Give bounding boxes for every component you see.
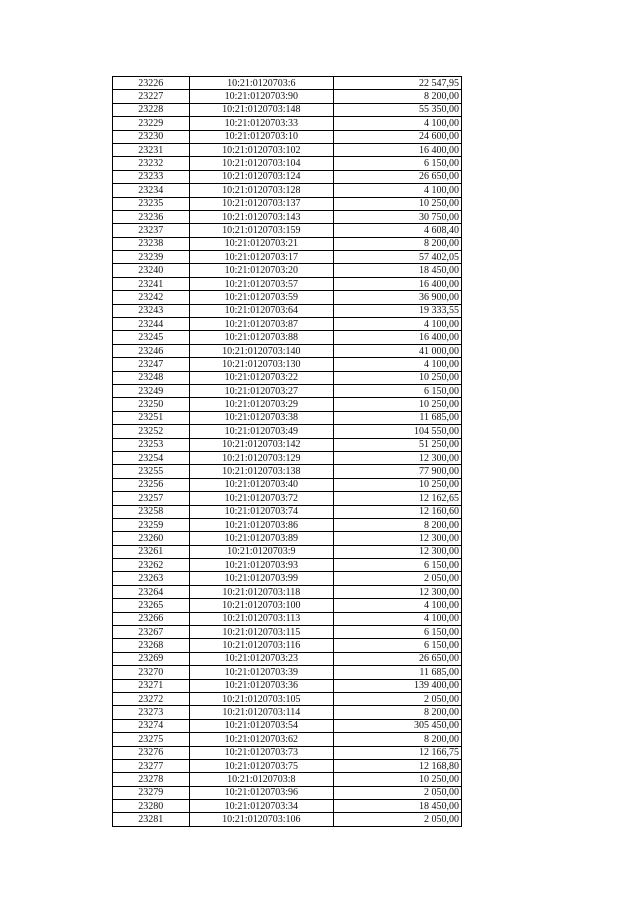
amount-cell: 16 400,00 xyxy=(334,331,462,344)
table-row xyxy=(113,759,462,772)
table-row xyxy=(113,277,462,290)
cadastral-number-cell: 10:21:0120703:86 xyxy=(189,518,334,531)
cadastral-number-cell: 10:21:0120703:96 xyxy=(189,786,334,799)
cadastral-number-cell: 10:21:0120703:124 xyxy=(189,170,334,183)
row-number-cell: 23241 xyxy=(113,277,190,290)
amount-cell: 6 150,00 xyxy=(334,626,462,639)
cadastral-number-cell: 10:21:0120703:90 xyxy=(189,90,334,103)
cadastral-number-cell: 10:21:0120703:140 xyxy=(189,344,334,357)
row-number-cell: 23238 xyxy=(113,237,190,250)
cadastral-number-cell: 10:21:0120703:33 xyxy=(189,117,334,130)
amount-cell: 10 250,00 xyxy=(334,773,462,786)
row-number-cell: 23280 xyxy=(113,800,190,813)
table-row xyxy=(113,706,462,719)
cadastral-number-cell: 10:21:0120703:129 xyxy=(189,451,334,464)
amount-cell: 12 160,60 xyxy=(334,505,462,518)
amount-cell: 57 402,05 xyxy=(334,251,462,264)
row-number-cell: 23242 xyxy=(113,291,190,304)
data-table xyxy=(112,76,462,827)
amount-cell: 19 333,55 xyxy=(334,304,462,317)
amount-cell: 11 685,00 xyxy=(334,411,462,424)
cadastral-number-cell: 10:21:0120703:9 xyxy=(189,545,334,558)
amount-cell: 10 250,00 xyxy=(334,371,462,384)
cadastral-number-cell: 10:21:0120703:148 xyxy=(189,103,334,116)
table-row xyxy=(113,492,462,505)
row-number-cell: 23253 xyxy=(113,438,190,451)
row-number-cell: 23261 xyxy=(113,545,190,558)
cadastral-number-cell: 10:21:0120703:22 xyxy=(189,371,334,384)
cadastral-number-cell: 10:21:0120703:143 xyxy=(189,210,334,223)
table-row xyxy=(113,652,462,665)
cadastral-number-cell: 10:21:0120703:10 xyxy=(189,130,334,143)
amount-cell: 12 300,00 xyxy=(334,532,462,545)
row-number-cell: 23258 xyxy=(113,505,190,518)
cadastral-number-cell: 10:21:0120703:93 xyxy=(189,559,334,572)
row-number-cell: 23270 xyxy=(113,666,190,679)
amount-cell: 22 547,95 xyxy=(334,77,462,90)
table-row xyxy=(113,639,462,652)
cadastral-number-cell: 10:21:0120703:38 xyxy=(189,411,334,424)
row-number-cell: 23260 xyxy=(113,532,190,545)
table-row xyxy=(113,518,462,531)
amount-cell: 55 350,00 xyxy=(334,103,462,116)
amount-cell: 41 000,00 xyxy=(334,344,462,357)
row-number-cell: 23281 xyxy=(113,813,190,826)
table-row xyxy=(113,344,462,357)
amount-cell: 26 650,00 xyxy=(334,170,462,183)
cadastral-number-cell: 10:21:0120703:62 xyxy=(189,733,334,746)
table-row xyxy=(113,813,462,826)
row-number-cell: 23233 xyxy=(113,170,190,183)
cadastral-number-cell: 10:21:0120703:115 xyxy=(189,626,334,639)
table-row xyxy=(113,679,462,692)
amount-cell: 77 900,00 xyxy=(334,465,462,478)
table-row xyxy=(113,304,462,317)
table-row xyxy=(113,90,462,103)
amount-cell: 26 650,00 xyxy=(334,652,462,665)
table-row xyxy=(113,733,462,746)
row-number-cell: 23230 xyxy=(113,130,190,143)
cadastral-number-cell: 10:21:0120703:27 xyxy=(189,384,334,397)
table-row xyxy=(113,318,462,331)
row-number-cell: 23279 xyxy=(113,786,190,799)
row-number-cell: 23269 xyxy=(113,652,190,665)
cadastral-number-cell: 10:21:0120703:159 xyxy=(189,224,334,237)
table-body xyxy=(113,77,462,827)
row-number-cell: 23272 xyxy=(113,692,190,705)
amount-cell: 24 600,00 xyxy=(334,130,462,143)
amount-cell: 10 250,00 xyxy=(334,398,462,411)
row-number-cell: 23256 xyxy=(113,478,190,491)
table-row xyxy=(113,157,462,170)
table-row xyxy=(113,773,462,786)
table-row xyxy=(113,786,462,799)
table-row xyxy=(113,719,462,732)
row-number-cell: 23229 xyxy=(113,117,190,130)
amount-cell: 51 250,00 xyxy=(334,438,462,451)
table-row xyxy=(113,117,462,130)
row-number-cell: 23226 xyxy=(113,77,190,90)
row-number-cell: 23243 xyxy=(113,304,190,317)
cadastral-number-cell: 10:21:0120703:130 xyxy=(189,358,334,371)
row-number-cell: 23274 xyxy=(113,719,190,732)
table-row xyxy=(113,130,462,143)
table-row xyxy=(113,559,462,572)
amount-cell: 18 450,00 xyxy=(334,264,462,277)
cadastral-number-cell: 10:21:0120703:75 xyxy=(189,759,334,772)
table-row xyxy=(113,425,462,438)
amount-cell: 8 200,00 xyxy=(334,706,462,719)
table-row xyxy=(113,251,462,264)
row-number-cell: 23237 xyxy=(113,224,190,237)
table-row xyxy=(113,746,462,759)
table-row xyxy=(113,411,462,424)
row-number-cell: 23266 xyxy=(113,612,190,625)
amount-cell: 2 050,00 xyxy=(334,692,462,705)
amount-cell: 8 200,00 xyxy=(334,518,462,531)
cadastral-number-cell: 10:21:0120703:54 xyxy=(189,719,334,732)
amount-cell: 12 300,00 xyxy=(334,585,462,598)
table-row xyxy=(113,451,462,464)
cadastral-number-cell: 10:21:0120703:36 xyxy=(189,679,334,692)
amount-cell: 18 450,00 xyxy=(334,800,462,813)
cadastral-number-cell: 10:21:0120703:74 xyxy=(189,505,334,518)
row-number-cell: 23231 xyxy=(113,143,190,156)
amount-cell: 12 300,00 xyxy=(334,545,462,558)
table-row xyxy=(113,599,462,612)
row-number-cell: 23275 xyxy=(113,733,190,746)
row-number-cell: 23268 xyxy=(113,639,190,652)
row-number-cell: 23263 xyxy=(113,572,190,585)
table-row xyxy=(113,224,462,237)
row-number-cell: 23257 xyxy=(113,492,190,505)
table-row xyxy=(113,103,462,116)
amount-cell: 2 050,00 xyxy=(334,572,462,585)
cadastral-number-cell: 10:21:0120703:20 xyxy=(189,264,334,277)
row-number-cell: 23278 xyxy=(113,773,190,786)
amount-cell: 16 400,00 xyxy=(334,277,462,290)
cadastral-number-cell: 10:21:0120703:87 xyxy=(189,318,334,331)
table-row xyxy=(113,505,462,518)
row-number-cell: 23255 xyxy=(113,465,190,478)
cadastral-number-cell: 10:21:0120703:34 xyxy=(189,800,334,813)
cadastral-number-cell: 10:21:0120703:106 xyxy=(189,813,334,826)
cadastral-number-cell: 10:21:0120703:104 xyxy=(189,157,334,170)
amount-cell: 6 150,00 xyxy=(334,559,462,572)
table-row xyxy=(113,666,462,679)
row-number-cell: 23246 xyxy=(113,344,190,357)
row-number-cell: 23273 xyxy=(113,706,190,719)
table-row xyxy=(113,358,462,371)
row-number-cell: 23259 xyxy=(113,518,190,531)
table-row xyxy=(113,438,462,451)
amount-cell: 305 450,00 xyxy=(334,719,462,732)
amount-cell: 8 200,00 xyxy=(334,90,462,103)
cadastral-number-cell: 10:21:0120703:39 xyxy=(189,666,334,679)
row-number-cell: 23254 xyxy=(113,451,190,464)
cadastral-number-cell: 10:21:0120703:118 xyxy=(189,585,334,598)
amount-cell: 139 400,00 xyxy=(334,679,462,692)
cadastral-number-cell: 10:21:0120703:116 xyxy=(189,639,334,652)
row-number-cell: 23264 xyxy=(113,585,190,598)
row-number-cell: 23232 xyxy=(113,157,190,170)
cadastral-number-cell: 10:21:0120703:100 xyxy=(189,599,334,612)
amount-cell: 4 100,00 xyxy=(334,184,462,197)
amount-cell: 4 100,00 xyxy=(334,117,462,130)
table-row xyxy=(113,572,462,585)
table-row xyxy=(113,478,462,491)
table-row xyxy=(113,465,462,478)
table-row xyxy=(113,291,462,304)
row-number-cell: 23236 xyxy=(113,210,190,223)
row-number-cell: 23265 xyxy=(113,599,190,612)
cadastral-number-cell: 10:21:0120703:73 xyxy=(189,746,334,759)
table-row xyxy=(113,170,462,183)
cadastral-number-cell: 10:21:0120703:17 xyxy=(189,251,334,264)
row-number-cell: 23247 xyxy=(113,358,190,371)
table-row xyxy=(113,197,462,210)
cadastral-number-cell: 10:21:0120703:89 xyxy=(189,532,334,545)
amount-cell: 36 900,00 xyxy=(334,291,462,304)
amount-cell: 10 250,00 xyxy=(334,197,462,210)
cadastral-number-cell: 10:21:0120703:72 xyxy=(189,492,334,505)
cadastral-number-cell: 10:21:0120703:64 xyxy=(189,304,334,317)
cadastral-number-cell: 10:21:0120703:23 xyxy=(189,652,334,665)
row-number-cell: 23251 xyxy=(113,411,190,424)
amount-cell: 2 050,00 xyxy=(334,786,462,799)
table-row xyxy=(113,612,462,625)
cadastral-number-cell: 10:21:0120703:99 xyxy=(189,572,334,585)
table-row xyxy=(113,545,462,558)
cadastral-number-cell: 10:21:0120703:128 xyxy=(189,184,334,197)
amount-cell: 6 150,00 xyxy=(334,157,462,170)
amount-cell: 16 400,00 xyxy=(334,143,462,156)
cadastral-number-cell: 10:21:0120703:6 xyxy=(189,77,334,90)
table-row xyxy=(113,626,462,639)
amount-cell: 4 100,00 xyxy=(334,599,462,612)
amount-cell: 8 200,00 xyxy=(334,733,462,746)
row-number-cell: 23252 xyxy=(113,425,190,438)
amount-cell: 4 100,00 xyxy=(334,318,462,331)
table-row xyxy=(113,77,462,90)
row-number-cell: 23262 xyxy=(113,559,190,572)
amount-cell: 10 250,00 xyxy=(334,478,462,491)
table-row xyxy=(113,692,462,705)
table-row xyxy=(113,143,462,156)
cadastral-number-cell: 10:21:0120703:8 xyxy=(189,773,334,786)
table-row xyxy=(113,398,462,411)
table-row xyxy=(113,585,462,598)
table-row xyxy=(113,384,462,397)
cadastral-number-cell: 10:21:0120703:114 xyxy=(189,706,334,719)
row-number-cell: 23228 xyxy=(113,103,190,116)
row-number-cell: 23244 xyxy=(113,318,190,331)
amount-cell: 4 100,00 xyxy=(334,358,462,371)
table-row xyxy=(113,331,462,344)
cadastral-number-cell: 10:21:0120703:113 xyxy=(189,612,334,625)
amount-cell: 2 050,00 xyxy=(334,813,462,826)
row-number-cell: 23267 xyxy=(113,626,190,639)
cadastral-number-cell: 10:21:0120703:29 xyxy=(189,398,334,411)
cadastral-number-cell: 10:21:0120703:142 xyxy=(189,438,334,451)
cadastral-number-cell: 10:21:0120703:137 xyxy=(189,197,334,210)
amount-cell: 104 550,00 xyxy=(334,425,462,438)
amount-cell: 4 608,40 xyxy=(334,224,462,237)
table-row xyxy=(113,371,462,384)
cadastral-number-cell: 10:21:0120703:138 xyxy=(189,465,334,478)
table-row xyxy=(113,237,462,250)
row-number-cell: 23240 xyxy=(113,264,190,277)
row-number-cell: 23227 xyxy=(113,90,190,103)
amount-cell: 4 100,00 xyxy=(334,612,462,625)
table-row xyxy=(113,184,462,197)
amount-cell: 11 685,00 xyxy=(334,666,462,679)
cadastral-number-cell: 10:21:0120703:57 xyxy=(189,277,334,290)
amount-cell: 12 168,80 xyxy=(334,759,462,772)
row-number-cell: 23271 xyxy=(113,679,190,692)
amount-cell: 6 150,00 xyxy=(334,639,462,652)
row-number-cell: 23277 xyxy=(113,759,190,772)
cadastral-number-cell: 10:21:0120703:49 xyxy=(189,425,334,438)
table-row xyxy=(113,532,462,545)
row-number-cell: 23248 xyxy=(113,371,190,384)
table-row xyxy=(113,800,462,813)
table-row xyxy=(113,210,462,223)
row-number-cell: 23235 xyxy=(113,197,190,210)
amount-cell: 8 200,00 xyxy=(334,237,462,250)
row-number-cell: 23249 xyxy=(113,384,190,397)
row-number-cell: 23276 xyxy=(113,746,190,759)
row-number-cell: 23239 xyxy=(113,251,190,264)
amount-cell: 12 166,75 xyxy=(334,746,462,759)
cadastral-number-cell: 10:21:0120703:88 xyxy=(189,331,334,344)
row-number-cell: 23245 xyxy=(113,331,190,344)
cadastral-number-cell: 10:21:0120703:21 xyxy=(189,237,334,250)
cadastral-number-cell: 10:21:0120703:40 xyxy=(189,478,334,491)
amount-cell: 6 150,00 xyxy=(334,384,462,397)
cadastral-number-cell: 10:21:0120703:102 xyxy=(189,143,334,156)
table-row xyxy=(113,264,462,277)
row-number-cell: 23234 xyxy=(113,184,190,197)
amount-cell: 12 162,65 xyxy=(334,492,462,505)
amount-cell: 30 750,00 xyxy=(334,210,462,223)
row-number-cell: 23250 xyxy=(113,398,190,411)
cadastral-number-cell: 10:21:0120703:105 xyxy=(189,692,334,705)
cadastral-number-cell: 10:21:0120703:59 xyxy=(189,291,334,304)
amount-cell: 12 300,00 xyxy=(334,451,462,464)
